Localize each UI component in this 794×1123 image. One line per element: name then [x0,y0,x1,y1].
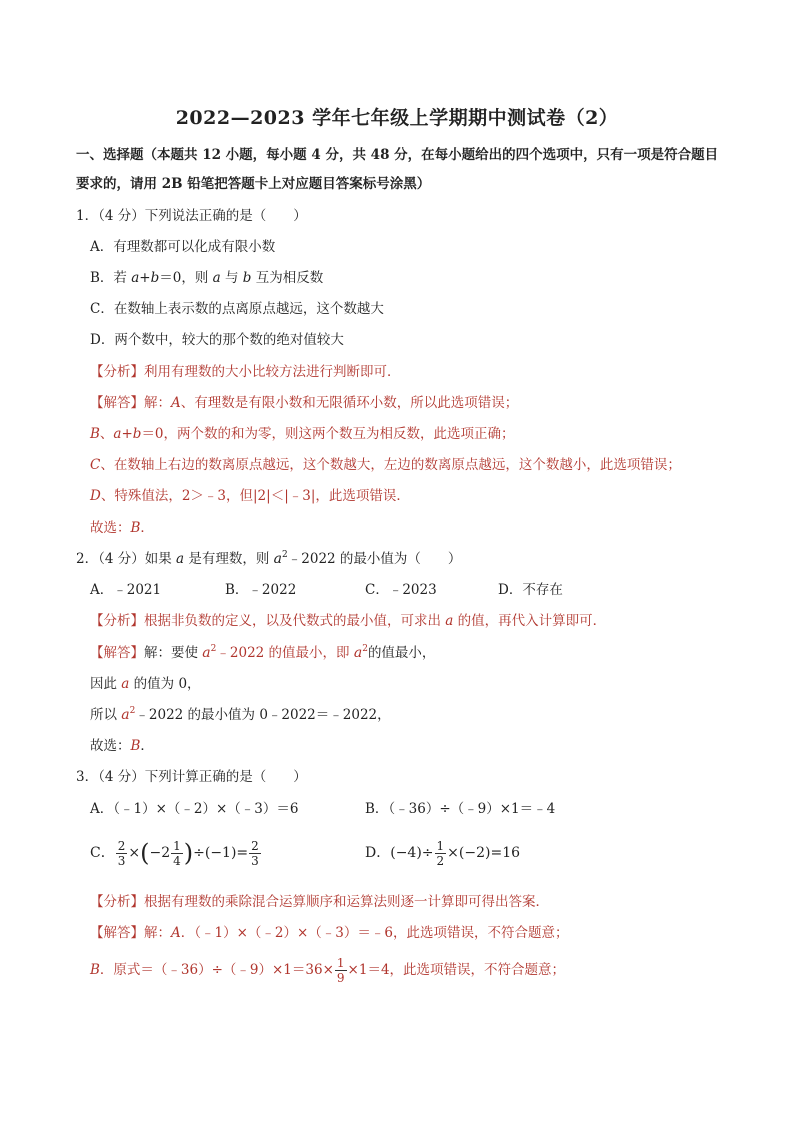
question-2-option-c: C．﹣2023 [365,582,437,598]
exponent: 2 [362,644,368,654]
text: B．若 [90,270,132,286]
text: 解： [144,925,171,941]
math-var: B [130,520,141,536]
question-3-option-a: A．（﹣1）×（﹣2）×（﹣3）＝6 [90,801,299,817]
text: ﹣2022 的最小值为（ ） [287,551,462,567]
fraction [116,839,128,868]
text: 的值为 0， [129,676,201,692]
denominator: 9 [336,971,345,985]
math-var: a [121,707,130,723]
math-expr: a+b [113,426,142,442]
option-label: C． [90,845,115,861]
section-heading [76,141,726,199]
text: ×1＝4，此选项错误，不符合题意； [347,962,566,978]
text: 、有理数是有限小数和无限循环小数，所以此选项错误； [180,395,519,411]
analysis-tag: 【分析】 [90,894,144,910]
text: 因此 [90,676,122,692]
math-var: a [176,551,185,567]
text: 是有理数，则 [184,551,274,567]
question-1-stem: 1．（4 分）下列说法正确的是（ ） [76,208,307,224]
question-2-answer-line-2 [90,674,201,694]
page-title: 2022—2023 学年七年级上学期期中测试卷（2） [175,107,619,129]
question-1-answer-d [90,486,410,506]
numerator: 1 [336,956,345,970]
text: 的值最小， [367,645,436,661]
text: ﹣2022 的值最小，即 [216,645,354,661]
numerator: 2 [117,838,126,853]
fraction [249,839,261,868]
question-2-stem [76,549,461,569]
text: 根据非负数的定义，以及代数式的最小值，可求出 [144,613,446,629]
denominator: 3 [251,853,259,868]
answer-tag: 【解答】 [90,395,144,411]
text: 、在数轴上右边的数离原点越远，这个数越大，左边的数离原点越远，这个数越小，此选项错误； [100,457,681,473]
question-2-answer-line-1 [90,643,435,663]
text: ．原式＝（﹣36）÷（﹣9）×1＝36× [99,962,334,978]
answer-tag: 【解答】 [90,925,144,941]
analysis-tag: 【分析】 [90,613,144,629]
math-var: B [90,962,100,978]
question-2-option-b: B．﹣2022 [225,582,297,598]
text: 解： [144,395,171,411]
question-2-option-d: D．不存在 [498,582,563,598]
text: 故选： [90,738,131,754]
numerator: 1 [173,838,181,853]
exponent: 2 [129,706,136,716]
text: 2．（4 分）如果 [76,551,177,567]
denominator: 4 [173,853,181,868]
question-3-stem: 3．（4 分）下列计算正确的是（ ） [76,769,307,785]
text: ﹣2022 的最小值为 0﹣2022＝﹣2022， [135,707,391,723]
question-3-option-b: B．（﹣36）÷（﹣9）×1＝﹣4 [365,801,556,817]
question-3-option-c [90,833,262,873]
math-var: a [212,270,221,286]
text: 与 [220,270,243,286]
text: 的值，再代入计算即可． [453,613,607,629]
fraction [435,839,447,868]
question-1-answer-b [90,424,515,444]
question-1-option-d: D．两个数中，较大的那个数的绝对值较大 [90,332,344,348]
text: ＝0，则 [159,270,213,286]
text: 、 [99,426,114,442]
question-2-analysis [90,611,606,631]
math-expr: a+b [131,270,160,286]
math-var: a [353,645,363,661]
math-var: B [130,738,141,754]
math-var: a [273,551,283,567]
math-var: a [445,613,454,629]
analysis-tag: 【分析】 [90,364,144,380]
question-1-choice [90,518,154,538]
question-2-choice [90,736,154,756]
math-var: b [242,270,252,286]
question-1-option-a: A．有理数都可以化成有限小数 [90,239,276,255]
text: ÷(−1)= [193,845,249,861]
math-var: A [171,925,181,941]
text: ．（﹣1）×（﹣2）×（﹣3）＝﹣6，此选项错误，不符合题意； [180,925,569,941]
denominator: 3 [117,853,126,868]
text: 、特殊值法，2＞﹣3，但|2|＜|﹣3|，此选项错误． [100,488,410,504]
question-1-option-c: C．在数轴上表示数的点离原点越远，这个数越大 [90,301,384,317]
times-sign: × [128,845,141,861]
text: 故选： [90,520,131,536]
option-label: D． [365,845,391,861]
text: 解：要使 [144,645,203,661]
question-1-analysis [90,362,401,382]
text: ． [140,520,154,536]
math-var: C [90,457,101,473]
question-1-answer-c [90,455,681,475]
section-heading-line-2: 要求的，请用 2B 铅笔把答题卡上对应题目答案标号涂黑） [76,176,431,192]
question-2-answer-line-3 [90,705,391,725]
analysis-text: 利用有理数的大小比较方法进行判断即可． [144,364,401,380]
question-3-answer-b [90,952,565,988]
denominator: 2 [436,853,445,868]
fraction [335,956,347,985]
section-heading-line-1: 一、选择题（本题共 12 小题，每小题 4 分，共 48 分，在每小题给出的四个选项中，只有一项是符合题目 [76,147,719,163]
text: ×(−2)=16 [447,845,521,861]
right-paren: ) [183,839,194,867]
fraction [171,839,183,868]
question-2-option-a: A．﹣2021 [90,582,162,598]
math-var: D [90,488,101,504]
left-paren: ( [140,839,150,867]
text: ＝0，两个数的和为零，则这两个数互为相反数，此选项正确； [141,426,515,442]
question-3-answer-a [90,923,568,943]
math-var: a [202,645,211,661]
question-3-option-d [365,833,520,873]
math-var: a [121,676,130,692]
exponent: 2 [282,550,288,560]
text: 互为相反数 [251,270,324,286]
numerator: 1 [436,838,445,853]
text: −2 [149,845,171,861]
numerator: 2 [251,838,259,853]
text: ． [140,738,154,754]
math-var: B [90,426,100,442]
answer-tag: 【解答】 [90,645,144,661]
question-1-option-b [90,268,323,288]
analysis-text: 根据有理数的乘除混合运算顺序和运算法则逐一计算即可得出答案． [144,894,549,910]
question-1-answer-a [90,393,518,413]
question-3-analysis [90,892,549,912]
exponent: 2 [210,644,217,654]
text: 所以 [90,707,122,723]
text: (−4)÷ [390,845,434,861]
math-var: A [171,395,181,411]
